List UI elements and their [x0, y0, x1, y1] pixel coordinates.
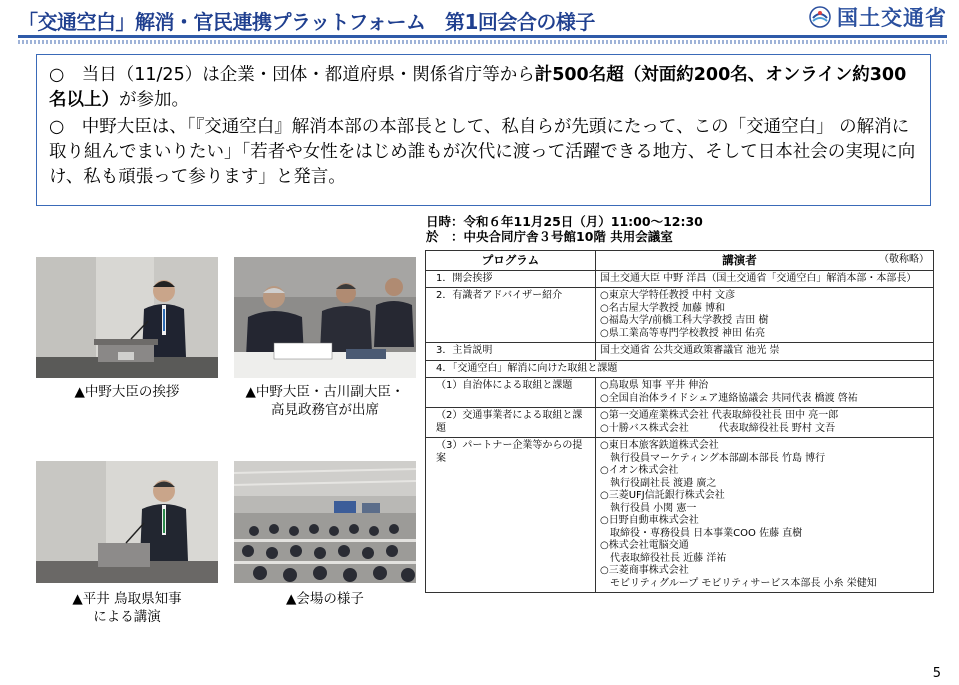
speaker-line: 国土交通省 公共交通政策審議官 池光 崇 [600, 345, 780, 356]
meeting-place: 於 ：中央合同庁舎３号館10階 共用会議室 [426, 229, 673, 244]
speaker-line: ○三菱商事株式会社 [600, 565, 689, 576]
table-row [426, 343, 934, 361]
caption-text: ▲中野大臣・古川副大臣・ [245, 384, 405, 400]
speaker-line: ○十勝バス株式会社 代表取締役社長 野村 文吾 [600, 422, 836, 434]
honorific-note: （敬称略） [879, 254, 929, 265]
speaker-line: 執行役員マーケティング本部副本部長 竹島 博行 [600, 452, 826, 464]
speaker-line: ○東日本旅客鉄道株式会社 [600, 440, 719, 451]
speaker-cell [596, 288, 934, 343]
speaker-line: 国土交通大臣 中野 洋昌（国土交通省「交通空白」解消本部・本部長） [600, 272, 917, 284]
speaker-header-label: 講演者 [722, 253, 757, 267]
speaker-cell [596, 378, 934, 408]
speaker-line: 執行役副社長 渡邉 廣之 [600, 477, 717, 489]
program-table [425, 250, 934, 593]
photo-attendees [234, 257, 416, 378]
photo-caption-venue [234, 590, 416, 608]
speaker-line: ○福島大学/前橋工科大学教授 吉田 樹 [600, 315, 769, 326]
column-header-speaker [596, 251, 934, 271]
program-cell: 1．開会挨拶 [426, 270, 596, 288]
title-underline [18, 35, 947, 38]
program-cell: （2）交通事業者による取組と課題 [426, 408, 596, 438]
speaker-cell [596, 408, 934, 438]
summary-text: ○ 当日（11/25）は企業・団体・都道府県・関係省庁等から [49, 65, 535, 85]
caption-text: 高見政務官が出席 [271, 402, 379, 418]
speaker-line: ○県工業高等専門学校教授 神田 佑亮 [600, 327, 766, 339]
speaker-line: ○全国自治体ライドシェア連絡協議会 共同代表 橋渡 啓祐 [600, 392, 858, 404]
ministry-logo [809, 2, 947, 32]
page-title: 「交通空白」解消・官民連携プラットフォーム 第1回会合の様子 [18, 10, 595, 34]
speaker-line: モビリティグループ モビリティサービス本部長 小糸 栄健知 [600, 577, 877, 589]
caption-text: による講演 [93, 609, 161, 625]
speaker-cell [596, 343, 934, 361]
summary-text: が参加。 [119, 90, 189, 110]
meeting-date: 日時：令和６年11月25日（月）11:00～12:30 [426, 214, 703, 229]
speaker-line: 取締役・専務役員 日本事業COO 佐藤 直樹 [600, 527, 803, 539]
table-row [426, 438, 934, 593]
program-cell: 3．主旨説明 [426, 343, 596, 361]
summary-paragraph-attendance [49, 63, 918, 113]
photo-caption-governor [36, 590, 218, 626]
photo-venue [234, 461, 416, 583]
speaker-line: ○東京大学特任教授 中村 文彦 [600, 290, 736, 301]
speaker-cell [596, 270, 934, 288]
speaker-cell [596, 438, 934, 593]
table-row [426, 408, 934, 438]
program-cell: 4．「交通空白」解消に向けた取組と課題 [426, 360, 934, 378]
meeting-meta [426, 214, 703, 244]
speaker-line: ○イオン株式会社 [600, 465, 679, 476]
table-row [426, 360, 934, 378]
caption-text: ▲中野大臣の挨拶 [74, 384, 180, 400]
summary-paragraph-minister: ○ 中野大臣は、「『交通空白』解消本部の本部長として、私自らが先頭にたって、この「交通空白」 の解消に取り組んでまいりたい」「若者や女性をはじめ誰もが次代に渡って活躍できる地方、そして日本社会の実現に向け、私も頑張って参ります」と発言。 [49, 117, 916, 187]
summary-box [36, 54, 931, 206]
speaker-line: ○三菱UFJ信託銀行株式会社 [600, 490, 725, 501]
mlit-emblem-icon [809, 6, 831, 28]
photo-caption-minister [36, 383, 218, 401]
photo-caption-attendees [234, 383, 416, 419]
speaker-line: 代表取締役社長 近藤 洋祐 [600, 552, 727, 564]
caption-text: ▲会場の様子 [286, 591, 364, 607]
speaker-line: ○第一交通産業株式会社 代表取締役社長 田中 亮一郎 [600, 410, 839, 421]
title-underline-dotted [18, 40, 947, 44]
speaker-line: 執行役員 小関 憲一 [600, 502, 697, 514]
column-header-program: プログラム [426, 251, 596, 271]
speaker-line: ○株式会社電脳交通 [600, 540, 689, 551]
table-row [426, 270, 934, 288]
summary-highlight: 計500名超（対面約200名、オンライン約300名以上） [49, 65, 907, 110]
caption-text: ▲平井 鳥取県知事 [72, 591, 182, 607]
program-cell: 2．有識者アドバイザー紹介 [426, 288, 596, 343]
speaker-line: ○鳥取県 知事 平井 伸治 [600, 380, 709, 391]
table-header-row [426, 251, 934, 271]
speaker-line: ○名古屋大学教授 加藤 博和 [600, 302, 726, 314]
photo-governor-lecture [36, 461, 218, 583]
photo-minister-speech [36, 257, 218, 378]
program-cell: （3）パートナー企業等からの提案 [426, 438, 596, 593]
page-number: 5 [932, 666, 941, 681]
speaker-line: ○日野自動車株式会社 [600, 515, 699, 526]
program-cell: （1）自治体による取組と課題 [426, 378, 596, 408]
logo-text: 国土交通省 [837, 6, 947, 30]
table-row [426, 288, 934, 343]
table-row [426, 378, 934, 408]
